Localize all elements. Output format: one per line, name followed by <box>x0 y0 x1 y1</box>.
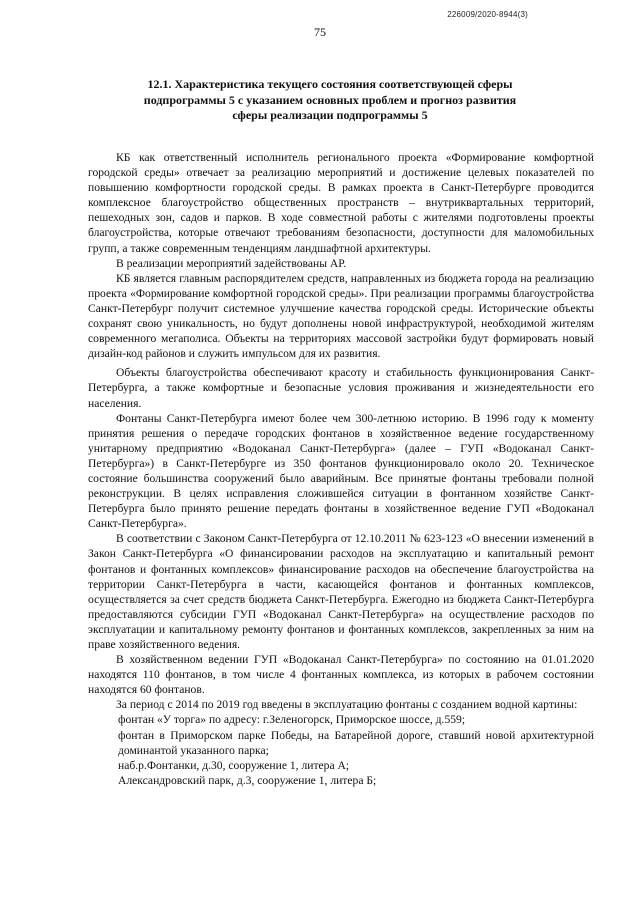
list-item: наб.р.Фонтанки, д.30, сооружение 1, литера А; <box>118 758 350 772</box>
paragraph-6: В соответствии с Законом Санкт-Петербурга от 12.10.2011 № 623-123 «О внесении изменений в Закон Санкт-Петербурга «О финансировании расходов на эксплуатацию и капитальный ремонт фонтанов и фонтанных комплексов» финансирование расходов на обеспечение благоустройства на территории Санкт-Петербурга в части, касающейся фонтанов и фонтанных комплексов, осуществляется за счет средств бюджета Санкт-Петербурга. Ежегодно из бюджета Санкт-Петербурга предоставляются субсидии ГУП «Водоканал Санкт-Петербурга» на осуществление расходов по эксплуатации и капитальному ремонту фонтанов и фонтанных комплексов, закрепленных за ним на праве хозяйственного ведения. <box>88 532 594 651</box>
paragraph-1: КБ как ответственный исполнитель регионального проекта «Формирование комфортной городской среды» отвечает за реализацию мероприятий и достижение целевых показателей по повышению комфортности городской среды. В рамках проекта в Санкт-Петербурге проводится комплексное благоустройство общественных пространств – внутриквартальных территорий, пешеходных зон, садов и парков. В ходе совместной работы с жителями подготовлены проекты благоустройства, которые отвечают требованиям безопасности, доступности для маломобильных групп, а также современным тенденциям ландшафтной архитектуры. <box>88 151 594 255</box>
list-item: фонтан «У торга» по адресу: г.Зеленогорск, Приморское шоссе, д.559; <box>118 713 466 727</box>
paragraph-4: Объекты благоустройства обеспечивают красоту и стабильность функционирования Санкт-Петербурга, а также комфортные и безопасные условия проживания и жизнедеятельности его населения. <box>88 366 594 410</box>
section-heading: 12.1. Характеристика текущего состояния соответствующей сферы подпрограммы 5 с указанием основных проблем и прогноз развития сферы реализации подпрограммы 5 <box>143 77 517 122</box>
list-item: фонтан в Приморском парке Победы, на Батарейной дороге, ставший новой архитектурной доминантой указанного парка; <box>118 728 594 757</box>
paragraph-5: Фонтаны Санкт-Петербурга имеют более чем 300-летнюю историю. В 1996 году к моменту принятия решения о передаче городских фонтанов в хозяйственное ведение государственному унитарному предприятию «Водоканал Санкт-Петербурга» (далее – ГУП «Водоканал Санкт-Петербурга») в Санкт-Петербурге из 350 фонтанов функционировало около 20. Техническое состояние большинства сооружений было аварийным. Все принятые фонтаны требовали полной реконструкции. В целях исправления сложившейся ситуации в фонтанном хозяйстве Санкт-Петербурга было принято решение передать фонтаны в хозяйственное ведение ГУП «Водоканал Санкт-Петербурга». <box>88 411 594 531</box>
page-number: 75 <box>314 25 326 39</box>
paragraph-8: За период с 2014 по 2019 год введены в эксплуатацию фонтаны с созданием водной картины: <box>116 698 578 712</box>
paragraph-7: В хозяйственном ведении ГУП «Водоканал Санкт-Петербурга» по состоянию на 01.01.2020 находятся 110 фонтанов, в том числе 4 фонтанных комплекса, из которых в рабочем состоянии находятся 60 фонтанов. <box>88 653 594 697</box>
document-id: 226009/2020-8944(3) <box>447 10 528 19</box>
list-item: Александровский парк, д.3, сооружение 1, литера Б; <box>118 773 377 787</box>
paragraph-2: В реализации мероприятий задействованы АР. <box>116 256 347 270</box>
paragraph-3: КБ является главным распорядителем средств, направленных из бюджета города на реализацию проекта «Формирование комфортной городской среды». При реализации программы благоустройства Санкт-Петербург получит системное улучшение качества городской среды. Исторические объекты сохранят свою уникальность, но будут дополнены новой инфраструктурой, необходимой жителям современного мегаполиса. Объекты на территориях массовой застройки будут формировать новый дизайн-код районов и служить импульсом для их развития. <box>88 271 594 361</box>
document-body <box>88 150 594 788</box>
